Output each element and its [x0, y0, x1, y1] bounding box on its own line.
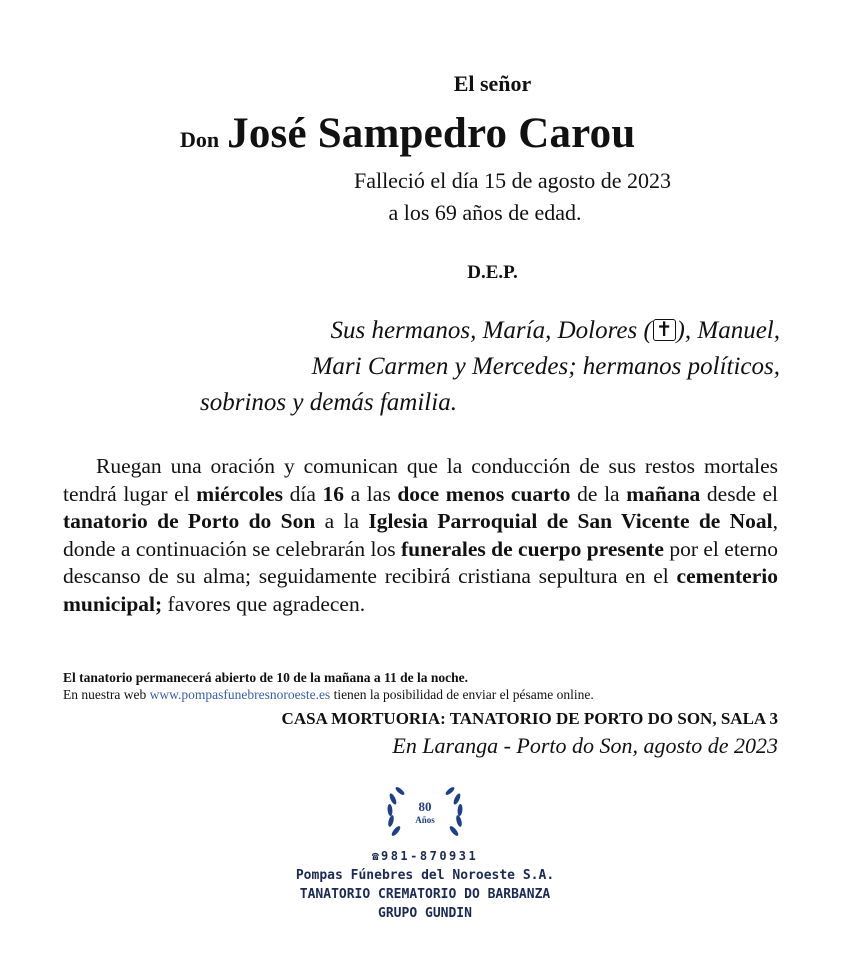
casa-mortuoria: CASA MORTUORIA: TANATORIO DE PORTO DO SON, SALA 3 [281, 709, 778, 728]
ceremony-announcement [63, 453, 778, 618]
place-and-date: En Laranga - Porto do Son, agosto de 2023 [392, 733, 778, 758]
family-line-2: Mari Carmen y Mercedes; hermanos políticos, [311, 353, 780, 380]
company-group: GRUPO GUNDIN [378, 906, 472, 921]
phone-line [340, 849, 510, 863]
logo-word: Años [415, 815, 435, 825]
ceremony-church: Iglesia Parroquial de San Vicente de Noal [368, 509, 773, 533]
company-tanatorio: TANATORIO CREMATORIO DO BARBANZA [299, 887, 551, 902]
family-line-1 [190, 313, 780, 349]
dep-text: D.E.P. [467, 262, 518, 283]
ceremony-text: día [283, 481, 323, 506]
company-name: Pompas Fúnebres del Noroeste S.A. [295, 868, 555, 883]
ceremony-cemetery: cementerio municipal; [63, 564, 778, 616]
family-mourners [190, 313, 780, 421]
age-at-death: a los 69 años de edad. [388, 200, 582, 225]
ceremony-paragraph [63, 453, 778, 618]
logo-number: 80 [418, 799, 432, 814]
name-prefix: Don [180, 127, 220, 152]
opening-hours-note: El tanatorio permanecerá abierto de 10 de la mañana a 11 de la noche. [63, 670, 468, 685]
ceremony-text: desde el [700, 481, 778, 506]
anniversary-laurel-logo [380, 783, 470, 843]
ceremony-origin: tanatorio de Porto do Son [63, 509, 316, 533]
family-line-1-start: Sus hermanos, María, Dolores ( [330, 317, 652, 344]
cross-icon: ✝ [653, 319, 676, 341]
ceremony-text: a la [315, 509, 369, 533]
ceremony-text: por el eterno descanso de su alma; seguidamente recibirá cristiana sepultura en el [63, 536, 779, 588]
family-line-1-end: ), Manuel, [676, 317, 780, 344]
ceremony-text: favores que agradecen. [162, 591, 366, 616]
death-date: Falleció el día 15 de agosto de 2023 [353, 168, 672, 193]
deceased-name: José Sampedro Carou [227, 110, 636, 157]
ceremony-date: 16 [322, 481, 345, 506]
family-line-3: sobrinos y demás familia. [200, 389, 457, 416]
ceremony-time: doce menos cuarto [397, 481, 571, 506]
web-note-text: En nuestra web [63, 687, 150, 702]
website-link[interactable]: www.pompasfunebresnoroeste.es [149, 687, 331, 702]
ceremony-text: , donde a continuación se celebrarán los [63, 509, 779, 561]
phone-number[interactable]: 981-870931 [380, 849, 479, 863]
web-condolence-note [63, 687, 594, 703]
ceremony-period: mañana [626, 481, 701, 506]
honorific: El señor [453, 71, 532, 96]
phone-icon: ☎ [371, 849, 379, 863]
ceremony-text: de la [570, 481, 627, 506]
ceremony-day: miércoles [196, 481, 284, 506]
ceremony-text: a las [344, 481, 398, 506]
ceremony-text: Ruegan una oración y comunican que la conducción de sus restos mortales tendrá lugar el [63, 454, 778, 506]
web-note-text: tienen la posibilidad de enviar el pésame online. [330, 687, 594, 702]
deceased-name-line [180, 109, 800, 158]
ceremony-service: funerales de cuerpo presente [400, 536, 664, 561]
